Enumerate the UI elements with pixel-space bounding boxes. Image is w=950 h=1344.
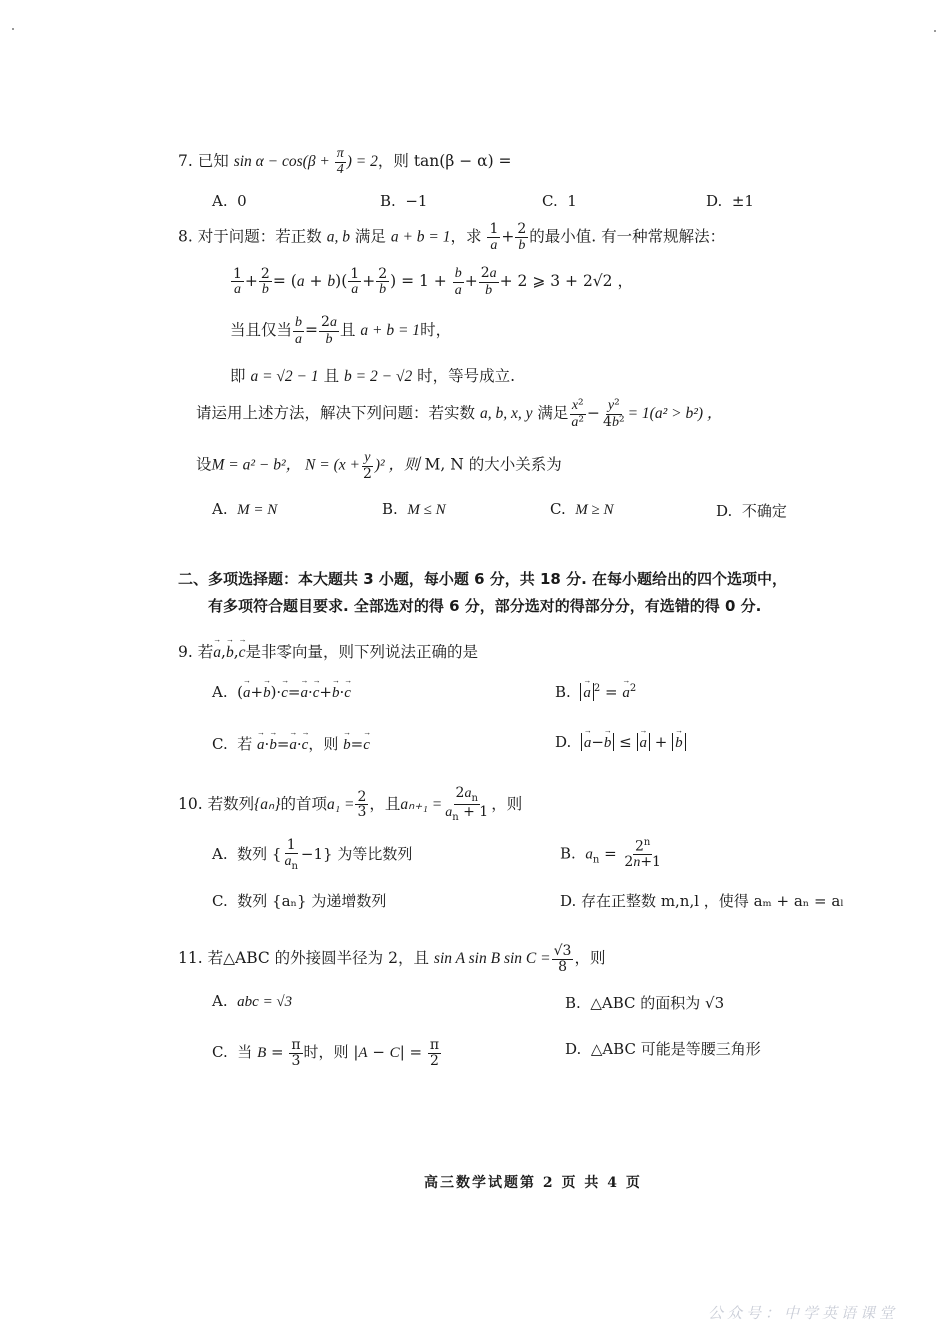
scan-mark-left: [12, 28, 14, 30]
question-number: 10.: [178, 794, 203, 813]
question-11-stem: 11. 若△ABC 的外接圆半径为 2，且 sin A sin B sin C = $\frac{√3}{8}$ ，则: [178, 943, 606, 975]
q11-option-b: B. △ABC 的面积为 √3: [565, 994, 725, 1012]
q8-solution-step-3: 即 a = √2 − 1 且 b = 2 − √2 时，等号成立.: [230, 367, 516, 385]
question-10-stem: 10. 若数列{aₙ}的首项a₁ = $\frac{2}{3}$ ，且aₙ₊₁ = $\frac{2a_n}{a_n + 1}$ ，则: [178, 785, 523, 824]
question-number: 11.: [178, 949, 203, 968]
q8-task: 请运用上述方法，解决下列问题：若实数 a, b, x, y 满足 $\frac{\text{x²}}{\text{a²}}$ − $\frac{\text{y²}}{\text{4b²}}$ = 1(a² > b²) ，: [196, 397, 723, 430]
q7-option-c: C. 1: [542, 192, 577, 210]
q7-option-b: B. −1: [380, 192, 428, 210]
q11-option-a: A. abc = √3: [212, 992, 293, 1010]
section-2-heading-line-2: 有多项符合题目要求. 全部选对的得 6 分，部分选对的得部分分，有选错的得 0 分.: [208, 597, 762, 615]
q10-option-d: D. 存在正整数 m,n,l ，使得 aₘ + aₙ = aₗ: [560, 892, 844, 910]
question-number: 8.: [178, 227, 193, 246]
question-7-stem: [178, 147, 512, 177]
question-number: 9.: [178, 643, 193, 661]
q7-option-a: A. 0: [212, 192, 247, 210]
watermark: 公众号：中学英语课堂: [708, 1304, 899, 1322]
page-footer: 高三数学试题第 2 页 共 4 页: [424, 1175, 642, 1191]
q10-option-c: C. 数列 {aₙ} 为递增数列: [212, 892, 387, 910]
q8-definition: 设M = a² − b²， N = (x + $\frac{y}{2}$ )² ，则 M, N 的大小关系为: [196, 450, 562, 482]
question-8-intro: 8. 对于问题：若正数 a, b 满足 a + b = 1，求 $\frac{1}{a}$ + $\frac{2}{b}$ 的最小值. 有一种常规解法：: [178, 221, 726, 253]
question-number: 7.: [178, 151, 193, 170]
scan-mark-right: [934, 30, 936, 32]
q11-option-d: D. △ABC 可能是等腰三角形: [565, 1040, 761, 1058]
q9-option-c: C. 若 → a·→ b=→ a·→ c，则 → b=→ c: [212, 733, 370, 754]
stem-text: 已知: [197, 151, 229, 170]
q8-option-a: A. M = N: [212, 500, 278, 518]
q8-option-b: B. M ≤ N: [382, 500, 446, 518]
stem-math: sin α − cos(β + $\frac{\pi}{4}$ ) = 2: [233, 146, 378, 177]
q9-option-b: B. → a $^2$ = → $a^2$: [555, 683, 636, 702]
question-9-stem: 9. 若→ a,→ b,→ c是非零向量，则下列说法正确的是: [178, 640, 478, 662]
section-2-heading-line-1: 二、多项选择题：本大题共 3 小题，每小题 6 分，共 18 分. 在每小题给出的四个选项中，: [178, 570, 788, 588]
q11-option-c: C. 当 B = $\frac{\pi}{3}$ 时，则 |A − C| = $\frac{\pi}{2}$: [212, 1037, 440, 1069]
q8-solution-step-2: 当且仅当 $\frac{b}{a}$ = $\frac{2a}{b}$ 且 a + b = 1时，: [230, 314, 452, 347]
q10-option-b: B. $a_n$ = $\frac{2^n}{2n+1}$: [560, 837, 661, 871]
q9-option-a: A. (→ a+→ b)·→ c=→ a·→ c+→ b·→ c: [212, 683, 351, 702]
q8-solution-step-1: $\frac{1}{a}$ + $\frac{2}{b}$ = (a + b)( $\frac{1}{a}$ + $\frac{2}{b}$ ) = 1 + $\frac{b}{a}$ + $\frac{2a}{b}$ + 2 ⩾ 3 + 2√2 ，: [233, 265, 633, 298]
q9-option-d: D. → a−→ b ≤ → a + → b: [555, 733, 686, 752]
q7-option-d: D. ±1: [706, 192, 754, 210]
q8-option-d: D. 不确定: [716, 502, 787, 520]
q10-option-a: A. 数列 { $\frac{1}{a_n}$ −1} 为等比数列: [212, 837, 413, 872]
q8-option-c: C. M ≥ N: [550, 500, 614, 518]
stem-text: ，则 tan(β − α) =: [377, 151, 512, 170]
